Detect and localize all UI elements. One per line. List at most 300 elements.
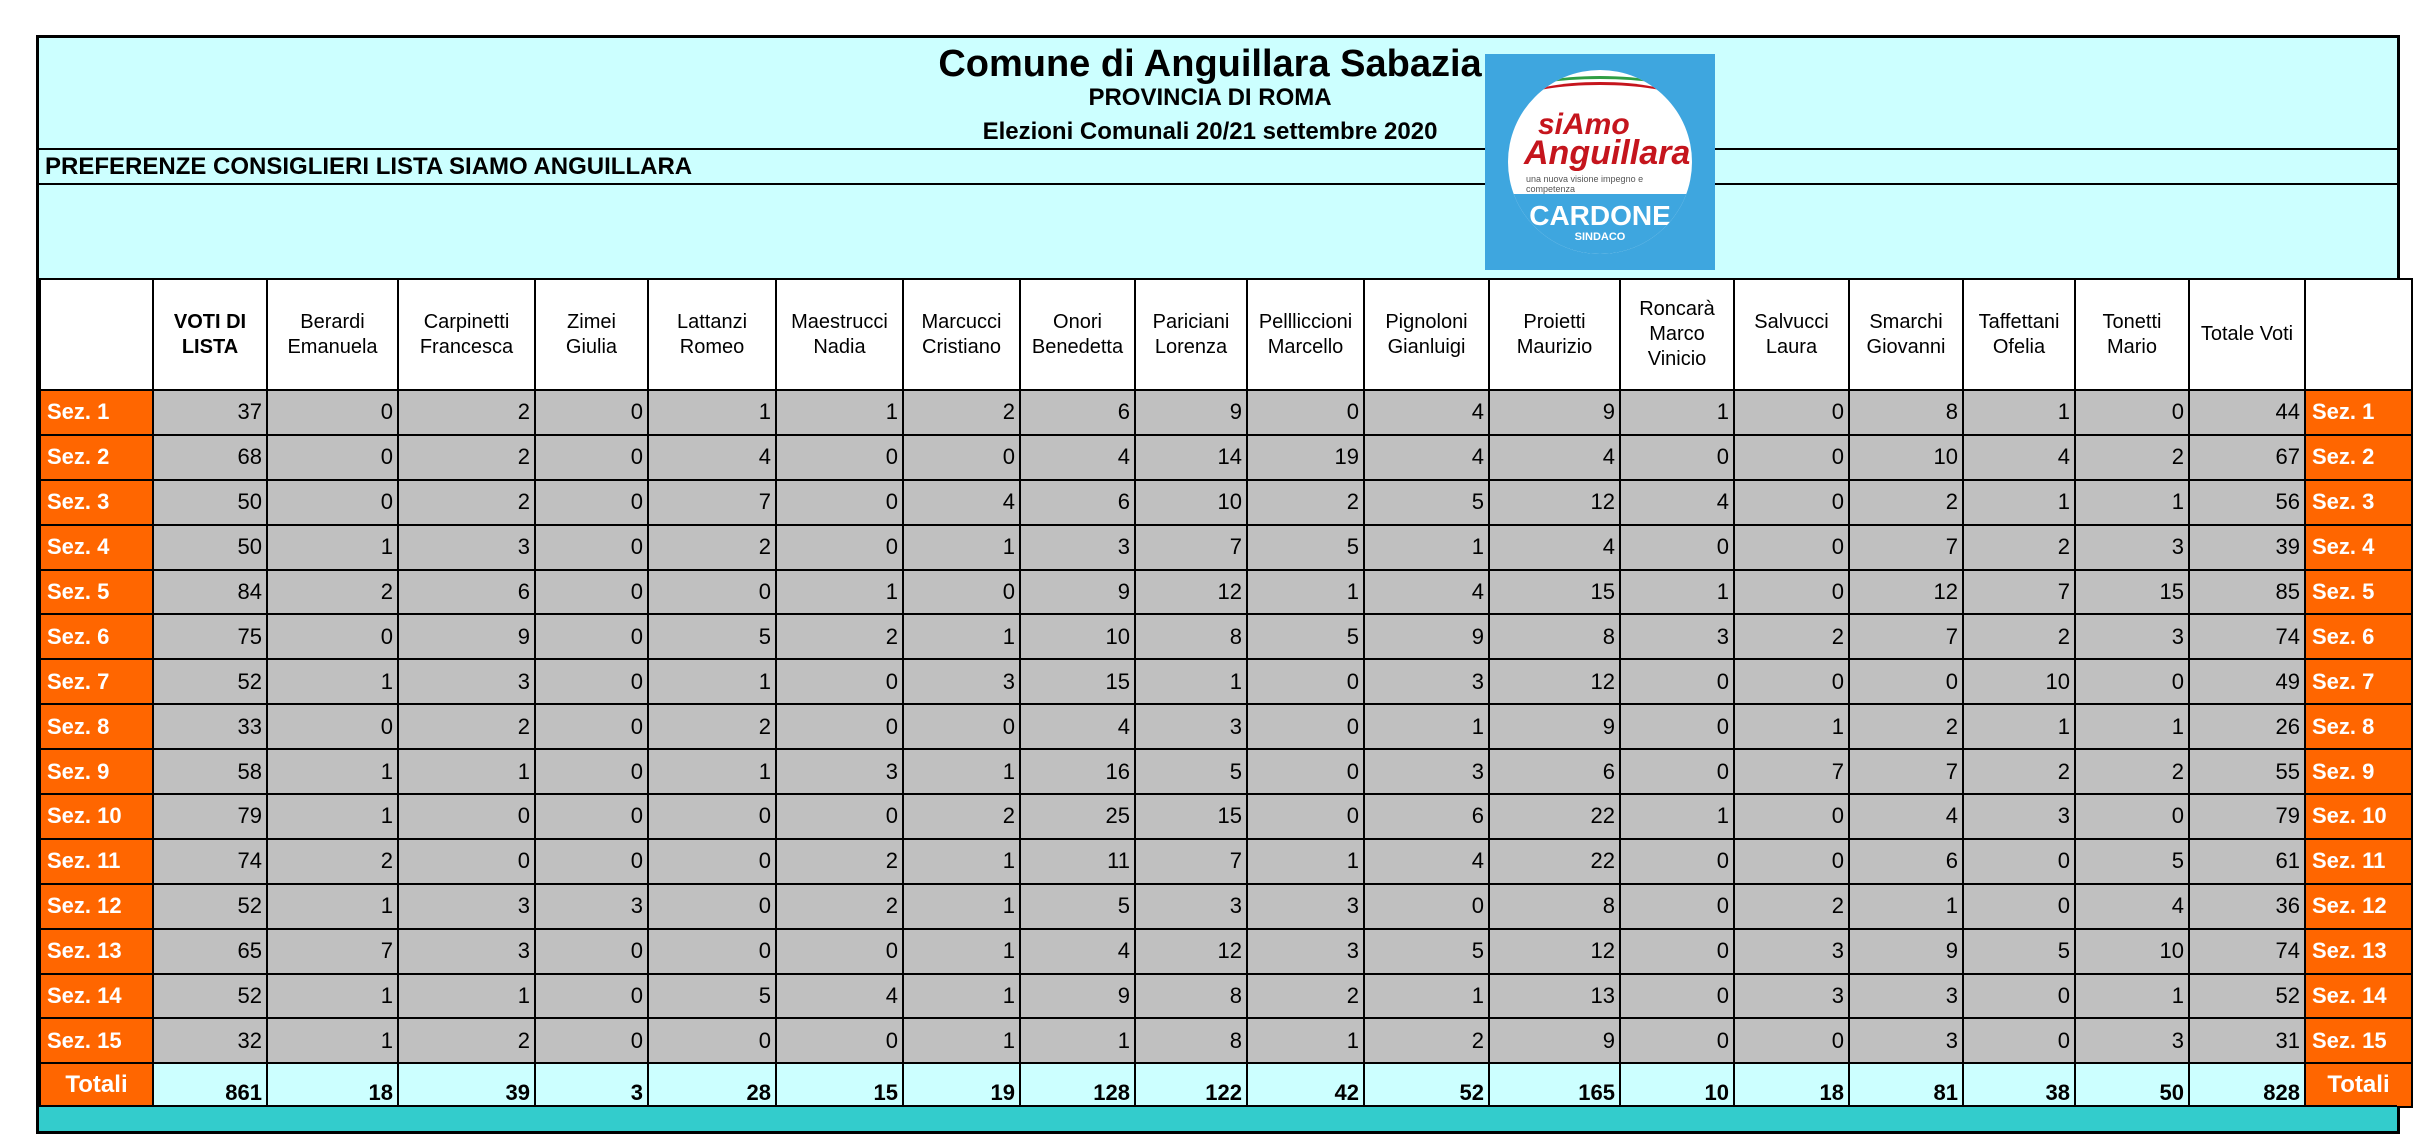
section-label: Sez. 4 [2305,525,2412,570]
table-cell: 4 [1364,570,1489,615]
totals-label: Totali [2305,1063,2412,1107]
table-cell: 5 [1247,614,1364,659]
table-cell: 2 [1247,974,1364,1019]
table-cell: 1 [1620,570,1734,615]
table-cell: 5 [648,614,776,659]
table-cell: 13 [1489,974,1620,1019]
table-cell: 2 [1963,525,2075,570]
totals-cell: 861 [153,1063,267,1107]
table-cell: 4 [1364,390,1489,435]
table-cell: 1 [903,614,1020,659]
table-cell: 9 [1489,704,1620,749]
table-cell: 0 [535,390,648,435]
table-cell: 0 [903,435,1020,480]
table-cell: 0 [1364,884,1489,929]
table-cell: 0 [1620,884,1734,929]
table-cell: 10 [1963,659,2075,704]
totals-cell: 50 [2075,1063,2189,1107]
table-cell: 12 [1489,480,1620,525]
table-cell: 0 [535,480,648,525]
table-cell: 0 [2075,794,2189,839]
table-cell: 32 [153,1018,267,1063]
table-cell: 3 [1849,1018,1963,1063]
table-cell: 1 [776,570,903,615]
totals-cell: 19 [903,1063,1020,1107]
table-cell: 1 [267,884,398,929]
table-cell: 1 [903,749,1020,794]
table-cell: 2 [903,794,1020,839]
table-cell: 1 [1364,704,1489,749]
table-cell: 25 [1020,794,1135,839]
table-cell: 1 [776,390,903,435]
table-cell: 1 [2075,480,2189,525]
table-row [40,570,2412,615]
table-cell: 2 [648,704,776,749]
table-cell: 0 [1734,570,1849,615]
table-cell: 0 [1734,525,1849,570]
table-cell: 2 [398,435,535,480]
table-cell: 1 [903,884,1020,929]
table-row [40,1018,2412,1063]
table-row [40,884,2412,929]
table-cell: 4 [1020,704,1135,749]
totals-cell: 18 [1734,1063,1849,1107]
table-cell: 75 [153,614,267,659]
table-cell: 1 [398,749,535,794]
table-cell: 0 [1620,839,1734,884]
table-cell: 0 [398,839,535,884]
column-header: Totale Voti [2189,279,2305,390]
table-cell: 0 [1247,659,1364,704]
table-cell: 3 [2075,614,2189,659]
table-cell: 84 [153,570,267,615]
table-cell: 1 [903,1018,1020,1063]
table-cell: 8 [1849,390,1963,435]
table-cell: 3 [2075,525,2189,570]
table-cell: 0 [648,839,776,884]
table-cell: 0 [535,614,648,659]
table-cell: 65 [153,929,267,974]
table-cell: 4 [776,974,903,1019]
totals-cell: 28 [648,1063,776,1107]
table-cell: 16 [1020,749,1135,794]
table-cell: 9 [1489,1018,1620,1063]
logo-role: SINDACO [1574,231,1626,243]
table-cell: 4 [648,435,776,480]
table-cell: 9 [1020,570,1135,615]
column-header: Salvucci Laura [1734,279,1849,390]
table-cell: 0 [1620,1018,1734,1063]
section-label: Sez. 15 [2305,1018,2412,1063]
divider [39,148,2397,150]
table-cell: 9 [1849,929,1963,974]
column-header: Zimei Giulia [535,279,648,390]
table-cell: 6 [1364,794,1489,839]
table-cell: 3 [398,929,535,974]
header-corner-right [2305,279,2412,390]
table-cell: 4 [2075,884,2189,929]
table-cell: 0 [267,435,398,480]
results-sheet [36,35,2400,1134]
table-cell: 10 [2075,929,2189,974]
logo-tagline: una nuova visione impegno e competenza [1526,174,1644,194]
section-label: Sez. 2 [2305,435,2412,480]
table-cell: 0 [1963,884,2075,929]
table-cell: 1 [1849,884,1963,929]
table-row [40,390,2412,435]
table-cell: 3 [776,749,903,794]
table-cell: 0 [1734,659,1849,704]
table-cell: 1 [398,974,535,1019]
table-cell: 0 [535,659,648,704]
table-cell: 0 [1849,659,1963,704]
table-cell: 39 [2189,525,2305,570]
table-cell: 37 [153,390,267,435]
table-cell: 0 [776,1018,903,1063]
table-cell: 1 [903,974,1020,1019]
table-cell: 19 [1247,435,1364,480]
column-header: Maestrucci Nadia [776,279,903,390]
column-header: Carpinetti Francesca [398,279,535,390]
table-cell: 4 [1489,525,1620,570]
table-cell: 3 [1020,525,1135,570]
table-cell: 12 [1135,570,1247,615]
table-cell: 0 [398,794,535,839]
section-label: Sez. 10 [40,794,153,839]
table-header-row [40,279,2412,390]
table-cell: 0 [535,435,648,480]
table-cell: 8 [1489,614,1620,659]
table-cell: 0 [1620,704,1734,749]
table-cell: 0 [1620,435,1734,480]
section-label: Sez. 1 [40,390,153,435]
section-label: Sez. 6 [40,614,153,659]
table-cell: 0 [535,794,648,839]
table-cell: 0 [1247,704,1364,749]
table-cell: 58 [153,749,267,794]
table-cell: 1 [267,974,398,1019]
table-cell: 6 [1489,749,1620,794]
table-row [40,704,2412,749]
table-cell: 3 [2075,1018,2189,1063]
totals-cell: 122 [1135,1063,1247,1107]
table-cell: 6 [1020,390,1135,435]
section-label: Sez. 14 [2305,974,2412,1019]
table-cell: 3 [1135,884,1247,929]
table-cell: 15 [2075,570,2189,615]
table-cell: 7 [1849,749,1963,794]
totals-cell: 81 [1849,1063,1963,1107]
table-cell: 0 [1963,1018,2075,1063]
table-cell: 9 [1135,390,1247,435]
table-cell: 3 [1620,614,1734,659]
table-cell: 0 [648,884,776,929]
table-cell: 67 [2189,435,2305,480]
table-cell: 7 [1135,525,1247,570]
table-cell: 22 [1489,794,1620,839]
table-row [40,435,2412,480]
section-label: Sez. 5 [40,570,153,615]
table-cell: 4 [1963,435,2075,480]
table-cell: 0 [2075,390,2189,435]
table-row [40,974,2412,1019]
table-cell: 0 [1734,435,1849,480]
table-cell: 4 [1489,435,1620,480]
table-cell: 5 [1364,929,1489,974]
table-cell: 0 [535,839,648,884]
table-cell: 0 [648,794,776,839]
table-cell: 2 [1734,614,1849,659]
election-label: Elezioni Comunali 20/21 settembre 2020 [982,118,1438,145]
table-cell: 4 [1020,435,1135,480]
table-cell: 55 [2189,749,2305,794]
table-cell: 50 [153,525,267,570]
table-cell: 1 [1247,839,1364,884]
table-cell: 1 [267,659,398,704]
table-cell: 0 [903,570,1020,615]
table-cell: 1 [1135,659,1247,704]
section-label: Sez. 14 [40,974,153,1019]
table-cell: 1 [1247,570,1364,615]
table-row [40,525,2412,570]
table-cell: 10 [1849,435,1963,480]
section-label: Sez. 13 [2305,929,2412,974]
table-cell: 0 [776,929,903,974]
logo-candidate: CARDONE [1529,200,1671,231]
section-label: Sez. 12 [40,884,153,929]
table-cell: 4 [903,480,1020,525]
table-cell: 3 [398,659,535,704]
table-cell: 2 [398,1018,535,1063]
table-cell: 2 [1849,704,1963,749]
table-cell: 36 [2189,884,2305,929]
totals-cell: 10 [1620,1063,1734,1107]
logo-brand-top: siAmo [1538,108,1630,141]
table-cell: 0 [903,704,1020,749]
section-label: Sez. 6 [2305,614,2412,659]
table-cell: 4 [1364,839,1489,884]
table-row [40,659,2412,704]
table-cell: 5 [2075,839,2189,884]
table-cell: 2 [903,390,1020,435]
table-cell: 9 [1364,614,1489,659]
section-label: Sez. 2 [40,435,153,480]
table-cell: 52 [153,884,267,929]
table-cell: 26 [2189,704,2305,749]
totals-cell: 42 [1247,1063,1364,1107]
table-cell: 3 [1247,884,1364,929]
totals-label: Totali [40,1063,153,1107]
header-corner-left [40,279,153,390]
table-cell: 1 [1963,704,2075,749]
table-cell: 1 [903,839,1020,884]
table-cell: 7 [1963,570,2075,615]
table-cell: 1 [648,749,776,794]
table-cell: 9 [398,614,535,659]
table-cell: 0 [1620,929,1734,974]
table-cell: 0 [535,974,648,1019]
party-logo [1485,54,1715,270]
column-header: Roncarà Marco Vinicio [1620,279,1734,390]
table-cell: 31 [2189,1018,2305,1063]
table-cell: 0 [1247,794,1364,839]
page-title: Comune di Anguillara Sabazia [938,43,1482,85]
column-header: Onori Benedetta [1020,279,1135,390]
table-cell: 12 [1489,929,1620,974]
table-row [40,839,2412,884]
logo-brand-main: Anguillara [1524,134,1691,172]
table-cell: 1 [267,749,398,794]
table-cell: 50 [153,480,267,525]
table-cell: 2 [267,570,398,615]
footer-bar [39,1105,2397,1131]
column-header: Lattanzi Romeo [648,279,776,390]
table-cell: 1 [1963,390,2075,435]
totals-cell: 39 [398,1063,535,1107]
table-cell: 1 [1620,794,1734,839]
table-cell: 9 [1020,974,1135,1019]
table-cell: 0 [267,480,398,525]
table-cell: 5 [1247,525,1364,570]
totals-cell: 38 [1963,1063,2075,1107]
table-cell: 3 [398,525,535,570]
table-cell: 1 [267,794,398,839]
table-cell: 1 [648,390,776,435]
table-cell: 5 [1135,749,1247,794]
table-cell: 0 [776,435,903,480]
table-cell: 33 [153,704,267,749]
table-cell: 7 [648,480,776,525]
totals-cell: 828 [2189,1063,2305,1107]
table-row [40,929,2412,974]
table-cell: 0 [1247,390,1364,435]
table-cell: 0 [535,525,648,570]
list-subtitle: PREFERENZE CONSIGLIERI LISTA SIAMO ANGUILLARA [45,153,693,180]
table-cell: 10 [1020,614,1135,659]
table-cell: 1 [1020,1018,1135,1063]
table-cell: 0 [1247,749,1364,794]
table-cell: 0 [1734,839,1849,884]
section-label: Sez. 11 [40,839,153,884]
table-cell: 4 [1020,929,1135,974]
totals-cell: 3 [535,1063,648,1107]
section-label: Sez. 11 [2305,839,2412,884]
table-cell: 12 [1489,659,1620,704]
totals-cell: 165 [1489,1063,1620,1107]
table-cell: 79 [153,794,267,839]
table-cell: 0 [1620,659,1734,704]
table-cell: 2 [2075,749,2189,794]
section-label: Sez. 8 [2305,704,2412,749]
table-row [40,614,2412,659]
table-cell: 3 [1849,974,1963,1019]
table-cell: 0 [648,570,776,615]
column-header: Smarchi Giovanni [1849,279,1963,390]
column-header: Pellliccioni Marcello [1247,279,1364,390]
logo-disc [1508,70,1692,254]
table-cell: 10 [1135,480,1247,525]
table-cell: 8 [1489,884,1620,929]
table-cell: 0 [776,525,903,570]
table-cell: 5 [1364,480,1489,525]
table-cell: 74 [2189,614,2305,659]
section-label: Sez. 9 [2305,749,2412,794]
table-cell: 2 [2075,435,2189,480]
totals-cell: 18 [267,1063,398,1107]
table-row [40,480,2412,525]
section-label: Sez. 10 [2305,794,2412,839]
table-cell: 2 [398,390,535,435]
totals-cell: 52 [1364,1063,1489,1107]
table-cell: 1 [648,659,776,704]
table-cell: 0 [1734,794,1849,839]
table-cell: 2 [776,614,903,659]
table-cell: 3 [1135,704,1247,749]
table-cell: 22 [1489,839,1620,884]
totals-cell: 128 [1020,1063,1135,1107]
table-cell: 2 [648,525,776,570]
table-cell: 5 [1020,884,1135,929]
column-header: VOTI DI LISTA [153,279,267,390]
table-cell: 0 [648,1018,776,1063]
table-cell: 1 [1734,704,1849,749]
table-cell: 2 [398,704,535,749]
table-cell: 52 [153,659,267,704]
table-cell: 6 [398,570,535,615]
table-cell: 11 [1020,839,1135,884]
section-label: Sez. 13 [40,929,153,974]
table-cell: 2 [1963,749,2075,794]
table-cell: 9 [1489,390,1620,435]
table-cell: 7 [1849,525,1963,570]
table-cell: 0 [1963,974,2075,1019]
table-cell: 7 [1135,839,1247,884]
table-cell: 44 [2189,390,2305,435]
table-cell: 0 [776,794,903,839]
table-cell: 0 [1734,1018,1849,1063]
table-cell: 8 [1135,1018,1247,1063]
table-cell: 1 [267,1018,398,1063]
section-label: Sez. 15 [40,1018,153,1063]
table-cell: 0 [1734,480,1849,525]
table-cell: 0 [535,704,648,749]
table-cell: 12 [1135,929,1247,974]
table-cell: 15 [1489,570,1620,615]
table-cell: 14 [1135,435,1247,480]
section-label: Sez. 12 [2305,884,2412,929]
section-label: Sez. 9 [40,749,153,794]
table-cell: 1 [267,525,398,570]
table-cell: 74 [2189,929,2305,974]
table-cell: 1 [1247,1018,1364,1063]
table-cell: 3 [1364,659,1489,704]
preferences-table [39,278,2413,1108]
table-cell: 74 [153,839,267,884]
table-cell: 0 [535,749,648,794]
totals-cell: 15 [776,1063,903,1107]
section-label: Sez. 8 [40,704,153,749]
table-cell: 49 [2189,659,2305,704]
divider [39,183,2397,185]
section-label: Sez. 3 [40,480,153,525]
table-cell: 3 [1734,929,1849,974]
table-cell: 0 [648,929,776,974]
table-cell: 2 [1247,480,1364,525]
table-cell: 0 [535,1018,648,1063]
column-header: Tonetti Mario [2075,279,2189,390]
section-label: Sez. 7 [2305,659,2412,704]
table-cell: 1 [903,525,1020,570]
